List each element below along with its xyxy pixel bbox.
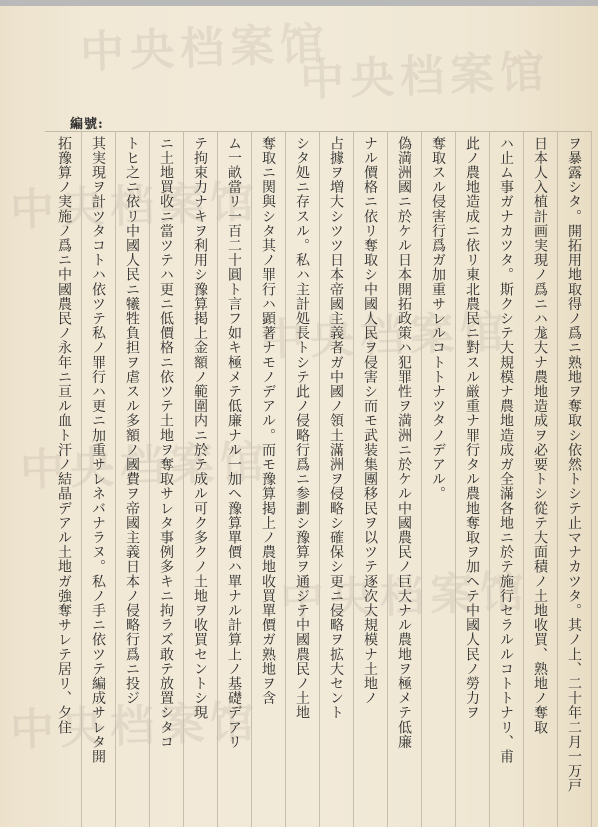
- column-text: 此ノ農地造成ニ依リ東北農民ニ對スル厳重ナ罪行タル農地奪取ヲ加ヘテ中國人民ノ勞力ヲ: [464, 136, 480, 720]
- scan-top-band: [0, 0, 598, 6]
- manuscript-column: [283, 132, 320, 827]
- column-text: シタ処ニ存スル。私ハ主計処長トシテ此ノ侵略行爲ニ参劃シ豫算ヲ通ジテ中國農民ノ土地: [294, 136, 310, 720]
- manuscript-column: [215, 132, 252, 827]
- watermark-text: 中央档案馆: [299, 46, 551, 107]
- manuscript-column: [249, 132, 286, 827]
- column-text: 奪取スル侵害行爲ガ加重サレルコトトナツタノデアル。: [430, 136, 446, 501]
- column-text: ニ土地買收ニ當ツテハ更ニ低價格ニ依ツテ土地ヲ奪取サレタ事例多キニ拘ラズ敢テ放置シタコ: [158, 136, 174, 750]
- manuscript-column: [45, 132, 82, 827]
- column-text: ハ止ム事ガナカツタ。斯クシテ大規模ナ農地造成ガ全滿各地ニ於テ施行セラルルコトトナリ、甫: [498, 136, 514, 764]
- column-text: ヲ暴露シタ。開拓用地取得ノ爲ニ熟地ヲ奪取シ依然トシテ止マナカツタ。其ノ上、二十年二月一万戸: [566, 136, 582, 793]
- watermark-text: 中央档案馆: [9, 696, 261, 757]
- manuscript-column: [181, 132, 218, 827]
- column-text: テ拘束力ナキヲ利用シ豫算掲上金額ノ範圍内ニ於テ成ル可ク多クノ土地ヲ收買セントシ現: [192, 136, 208, 720]
- watermark-text: 中央档案馆: [9, 176, 261, 237]
- column-text: ム一畝當リ一百二十圓ト言フ如キ極メテ低廉ナル一加ヘ豫算單價ハ單ナル計算上ノ基礎デアリ: [226, 136, 242, 750]
- column-text: ナル價格ニ依リ奪取シ中國人民ヲ侵害シ而モ武装集團移民ヲ以ツテ逐次大規模ナ土地ノ: [362, 136, 378, 706]
- manuscript-column: [419, 132, 456, 827]
- column-text: 偽満洲國ニ於ケル日本開拓政策ハ犯罪性ヲ満洲ニ於ケル中國農民ノ巨大ナル農地ヲ極メテ低廉: [396, 136, 412, 750]
- column-text: 日本人入植計画実現ノ爲ニハ尨大ナ農地造成ヲ必要トシ從テ大面積ノ土地收買、熟地ノ奪取: [532, 136, 548, 735]
- column-text: 占據ヲ増大シツツ日本帝國主義者ガ中國ノ領土滿洲ヲ侵略シ確保シ更ニ侵略ヲ拡大セント: [328, 136, 344, 720]
- manuscript-column: [79, 132, 116, 827]
- watermark-text: 中央档案馆: [79, 18, 331, 79]
- manuscript-column: [521, 132, 558, 827]
- manuscript-column: [317, 132, 354, 827]
- column-text: トヒ之ニ依リ中國人民ニ犧牲負担ヲ虐スル多額ノ國費ヲ帝國主義日本ノ侵略行爲ニ投ジ: [124, 136, 140, 706]
- column-text: 奪取ニ関與シタ其ノ罪行ハ顕著ナモノデアル。而モ豫算掲上ノ農地收買單價ガ熟地ヲ含: [260, 136, 276, 706]
- watermark-text: 中央档案馆: [19, 436, 271, 497]
- manuscript-grid: [45, 131, 592, 827]
- manuscript-column: [147, 132, 184, 827]
- manuscript-column: [555, 132, 592, 827]
- manuscript-column: [351, 132, 388, 827]
- watermark-text: 中央档案馆: [279, 566, 531, 627]
- watermark-text: 中央档案馆: [259, 306, 511, 367]
- manuscript-column: [487, 132, 524, 827]
- column-text: 其実現ヲ計ツタコトハ依ツテ私ノ罪行ハ更ニ加重サレネバナラヌ。私ノ手ニ依ツテ編成サレタ開: [90, 136, 106, 764]
- column-text: 拓豫算ノ実施ノ爲ニ中國農民ノ永年ニ亘ル血ト汗ノ結晶デアル土地ガ強奪サレテ居リ、夕住: [56, 136, 72, 735]
- serial-number-label: 編號:: [70, 117, 104, 132]
- manuscript-column: [453, 132, 490, 827]
- manuscript-column: [113, 132, 150, 827]
- manuscript-column: [385, 132, 422, 827]
